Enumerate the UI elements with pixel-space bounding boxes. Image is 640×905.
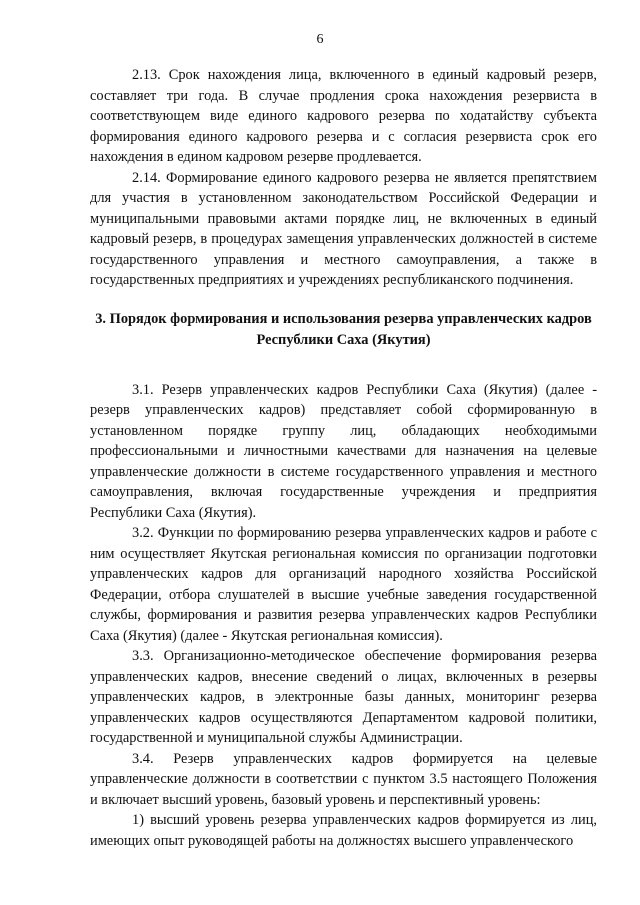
- paragraph-3-4-item-1: 1) высший уровень резерва управленческих кадров формируется из лиц, имеющих опыт руководящей работы на должностях высшего управленческого: [90, 812, 597, 849]
- paragraph-3-1: 3.1. Резерв управленческих кадров Республики Саха (Якутия) (далее - резерв управленческих кадров) представляет собой сформированную в установленном порядке группу лиц, обладающих необходимыми профессиональными и личностными качествами для назначения на целевые управленческие должности в системе государственного управления и местного самоуправления, включая государственные учреждения и предприятия Республики Саха (Якутия).: [90, 381, 597, 521]
- paragraph-2-13: 2.13. Срок нахождения лица, включенного в единый кадровый резерв, составляет три года. В случае продления срока нахождения резервиста в соответствующем виде единого кадрового резерва по ходатайству субъекта формирования единого кадрового резерва и с согласия резервиста срок его нахождения в едином кадровом резерве продлевается.: [90, 67, 597, 165]
- page-number: 6: [316, 32, 324, 47]
- paragraph-3-3: 3.3. Организационно-методическое обеспечение формирования резерва управленческих кадров, внесение сведений о лицах, включенных в резервы управленческих кадров, в электронные базы данных, мониторинг резерва управленческих кадров осуществляются Департаментом кадровой политики, государственной и муниципальной службы Администрации.: [90, 648, 597, 746]
- section-heading: 3. Порядок формирования и использования резерва управленческих кадров Республики Саха (Якутия): [95, 310, 592, 348]
- document-body: [90, 65, 597, 851]
- paragraph-3-2: 3.2. Функции по формированию резерва управленческих кадров и работе с ним осуществляет Якутская региональная комиссия по организации подготовки управленческих кадров для организаций народного хозяйства Российской Федерации, отбора слушателей в высшие учебные заведения государственной службы, формирования и развития резерва управленческих кадров Республики Саха (Якутия) (далее - Якутская региональная комиссия).: [90, 525, 597, 644]
- paragraph-2-14: 2.14. Формирование единого кадрового резерва не является препятствием для участия в установленном законодательством Российской Федерации и муниципальными правовыми актами порядке лиц, не включенных в единый кадровый резерв, в процедурах замещения управленческих должностей в системе государственного управления и местного самоуправления, а также в государственных предприятиях и учреждениях республиканского подчинения.: [90, 169, 597, 288]
- paragraph-3-4: 3.4. Резерв управленческих кадров формируется на целевые управленческие должности в соответствии с пунктом 3.5 настоящего Положения и включает высший уровень, базовый уровень и перспективный уровень:: [90, 750, 597, 808]
